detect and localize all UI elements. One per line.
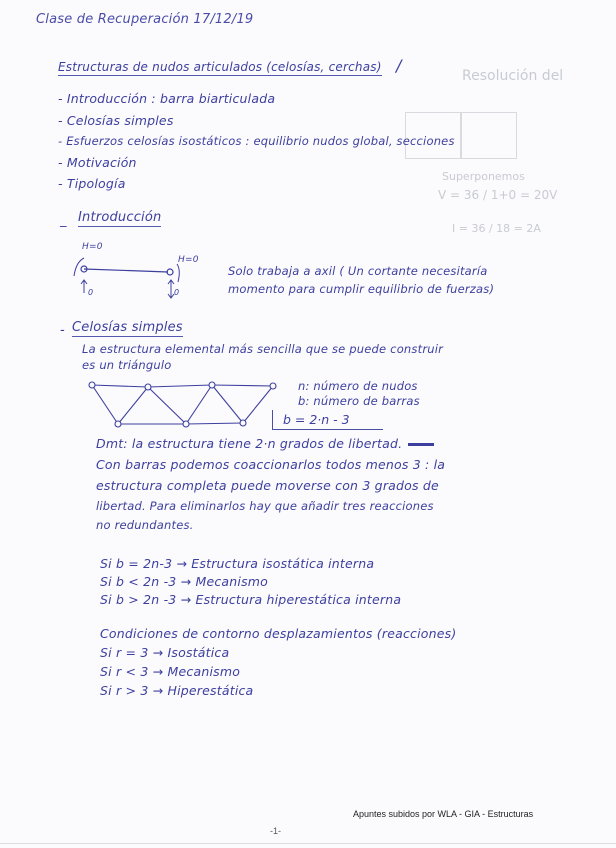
- scribble-strike: [408, 443, 434, 446]
- celosias-intro-line-1: La estructura elemental más sencilla que se puede construir: [82, 342, 444, 356]
- label-h0-left: H=0: [82, 242, 103, 252]
- footer-divider: [0, 843, 616, 844]
- label-v0-right: 0: [174, 288, 180, 297]
- outline-item: - Motivación: [58, 155, 137, 170]
- celosias-heading: Celosías simples: [72, 320, 183, 335]
- bleed-line-2: V = 36 / 1+0 = 20V: [438, 188, 558, 202]
- dmt-line: libertad. Para eliminarlos hay que añadir tres reacciones: [96, 499, 434, 513]
- dmt-line: [96, 436, 434, 451]
- label-v0-left: 0: [88, 288, 94, 297]
- case-line: Si b = 2n-3 → Estructura isostática interna: [100, 556, 375, 571]
- celosias-intro-line-2: es un triángulo: [82, 358, 172, 372]
- dmt-line: estructura completa puede moverse con 3 grados de: [96, 478, 439, 493]
- celosias-bullet: -: [60, 323, 65, 338]
- intro-heading: Introducción: [78, 210, 162, 225]
- bleed-line-1: Superponemos: [442, 170, 525, 183]
- legend-n: n: número de nudos: [298, 379, 418, 393]
- outline-item: - Tipología: [58, 176, 126, 191]
- label-h0-right: H=0: [178, 255, 199, 265]
- page-number: -1-: [270, 826, 281, 836]
- formula-box: b = 2·n - 3: [272, 410, 383, 430]
- heading-mark: /: [396, 56, 402, 75]
- outline-item: - Introducción : barra biarticulada: [58, 91, 276, 106]
- truss-diagram: [88, 383, 288, 433]
- intro-note-line-1: Solo trabaja a axil ( Un cortante necesitaría: [228, 264, 488, 278]
- boundary-case: Si r = 3 → Isostática: [100, 645, 230, 660]
- boundary-case: Si r < 3 → Mecanismo: [100, 664, 241, 679]
- case-line: Si b > 2n -3 → Estructura hiperestática interna: [100, 592, 402, 607]
- bleed-line-3: I = 36 / 18 = 2A: [452, 222, 541, 235]
- outline-item: - Esfuerzos celosías isostáticos : equilibrio nudos global, secciones: [58, 134, 455, 148]
- legend-b: b: número de barras: [298, 394, 420, 408]
- bleed-circuit-divider: [460, 112, 462, 159]
- intro-note-line-2: momento para cumplir equilibrio de fuerzas): [228, 282, 495, 296]
- section-heading: Estructuras de nudos articulados (celosías, cerchas): [58, 60, 382, 74]
- dmt-line-text: Dmt: la estructura tiene 2·n grados de libertad.: [96, 436, 403, 451]
- case-line: Si b < 2n -3 → Mecanismo: [100, 574, 269, 589]
- intro-bullet: _: [60, 213, 67, 228]
- footer-credit: Apuntes subidos por WLA - GIA - Estructuras: [353, 809, 534, 819]
- page-title: Clase de Recuperación 17/12/19: [36, 12, 254, 27]
- dmt-line: no redundantes.: [96, 518, 194, 532]
- bleed-heading: Resolución del: [462, 68, 564, 84]
- dmt-line: Con barras podemos coaccionarlos todos menos 3 : la: [96, 457, 446, 472]
- outline-item: - Celosías simples: [58, 113, 174, 128]
- boundary-case: Si r > 3 → Hiperestática: [100, 683, 254, 698]
- boundary-heading: Condiciones de contorno desplazamientos (reacciones): [100, 626, 457, 641]
